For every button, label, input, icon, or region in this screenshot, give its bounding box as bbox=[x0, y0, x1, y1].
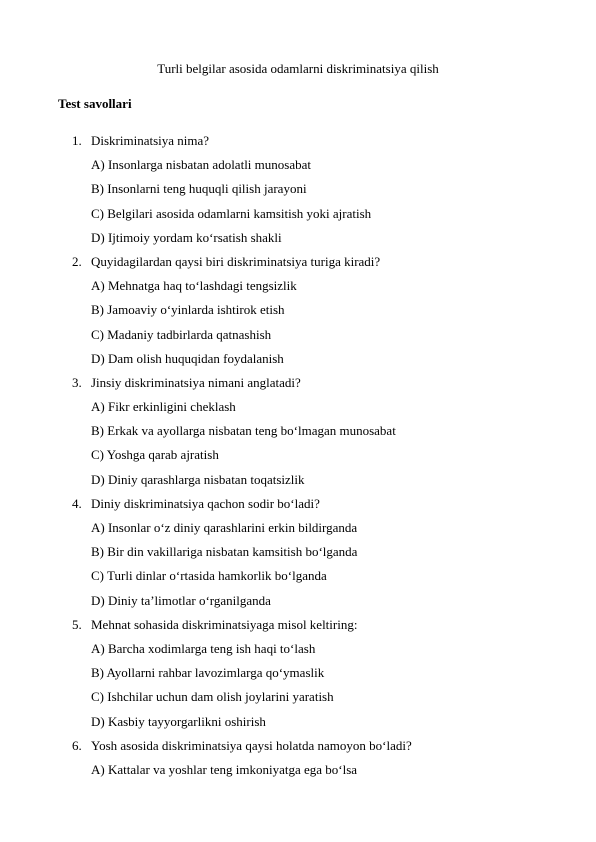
question-text: Quyidagilardan qaysi biri diskriminatsiya turiga kiradi? bbox=[91, 253, 381, 269]
answer-option bbox=[0, 181, 596, 205]
answer-option bbox=[0, 472, 596, 496]
question-number: 5. bbox=[72, 616, 82, 632]
answer-option-text: C) Madaniy tadbirlarda qatnashish bbox=[91, 326, 272, 342]
answer-option bbox=[0, 544, 596, 568]
answer-option bbox=[0, 206, 596, 230]
answer-option bbox=[0, 351, 596, 375]
answer-option bbox=[0, 641, 596, 665]
section-heading: Test savollari bbox=[58, 96, 132, 111]
document-title: Turli belgilar asosida odamlarni diskriminatsiya qilish bbox=[157, 61, 439, 76]
answer-option-text: B) Erkak va ayollarga nisbatan teng bo‘lmagan munosabat bbox=[91, 423, 396, 439]
answer-option-text: D) Diniy qarashlarga nisbatan toqatsizlik bbox=[91, 471, 305, 487]
answer-option-text: C) Turli dinlar o‘rtasida hamkorlik bo‘lganda bbox=[91, 568, 327, 584]
answer-option bbox=[0, 327, 596, 351]
question-number: 1. bbox=[72, 133, 82, 148]
answer-option-text: A) Barcha xodimlarga teng ish haqi to‘lash bbox=[91, 640, 316, 656]
answer-option bbox=[0, 762, 596, 786]
answer-option-text: C) Belgilari asosida odamlarni kamsitish yoki ajratish bbox=[91, 205, 372, 221]
question-item bbox=[0, 254, 596, 278]
answer-option-text: D) Kasbiy tayyorgarlikni oshirish bbox=[91, 713, 266, 729]
question-text: Yosh asosida diskriminatsiya qaysi holatda namoyon bo‘ladi? bbox=[91, 737, 412, 753]
answer-option bbox=[0, 593, 596, 617]
answer-option bbox=[0, 568, 596, 592]
answer-option-text: D) Diniy ta’limotlar o‘rganilganda bbox=[91, 592, 271, 608]
answer-option-text: B) Jamoaviy o‘yinlarda ishtirok etish bbox=[91, 302, 285, 318]
answer-option-text: D) Dam olish huquqidan foydalanish bbox=[91, 350, 284, 366]
question-item bbox=[0, 375, 596, 399]
question-number: 2. bbox=[72, 253, 82, 269]
question-item bbox=[0, 133, 596, 157]
answer-option-text: B) Bir din vakillariga nisbatan kamsitish bo‘lganda bbox=[91, 544, 358, 560]
answer-option-text: A) Insonlarga nisbatan adolatli munosabat bbox=[91, 157, 311, 173]
answer-option-text: C) Yoshga qarab ajratish bbox=[91, 447, 219, 463]
question-item bbox=[0, 496, 596, 520]
answer-option bbox=[0, 302, 596, 326]
question-number: 4. bbox=[72, 495, 82, 511]
answer-option bbox=[0, 278, 596, 302]
answer-option-text: C) Ishchilar uchun dam olish joylarini yaratish bbox=[91, 689, 334, 705]
question-item bbox=[0, 617, 596, 641]
answer-option-text: D) Ijtimoiy yordam ko‘rsatish shakli bbox=[91, 229, 282, 245]
answer-option bbox=[0, 714, 596, 738]
answer-option bbox=[0, 520, 596, 544]
answer-option-text: A) Insonlar o‘z diniy qarashlarini erkin bildirganda bbox=[91, 520, 358, 535]
question-text: Diniy diskriminatsiya qachon sodir bo‘ladi? bbox=[91, 495, 320, 511]
answer-option-text: B) Insonlarni teng huquqli qilish jarayoni bbox=[91, 181, 307, 197]
answer-option bbox=[0, 447, 596, 471]
question-list bbox=[0, 133, 596, 786]
answer-option bbox=[0, 399, 596, 423]
question-item bbox=[0, 738, 596, 762]
question-text: Jinsiy diskriminatsiya nimani anglatadi? bbox=[91, 374, 301, 390]
question-number: 3. bbox=[72, 374, 82, 390]
answer-option bbox=[0, 423, 596, 447]
answer-option-text: A) Fikr erkinligini cheklash bbox=[91, 399, 236, 415]
answer-option bbox=[0, 230, 596, 254]
answer-option-text: A) Kattalar va yoshlar teng imkoniyatga ega bo‘lsa bbox=[91, 761, 358, 777]
answer-option bbox=[0, 665, 596, 689]
question-text: Mehnat sohasida diskriminatsiyaga misol keltiring: bbox=[91, 616, 358, 632]
question-text: Diskriminatsiya nima? bbox=[91, 133, 210, 148]
answer-option bbox=[0, 157, 596, 181]
answer-option bbox=[0, 689, 596, 713]
question-number: 6. bbox=[72, 737, 82, 753]
answer-option-text: A) Mehnatga haq to‘lashdagi tengsizlik bbox=[91, 278, 297, 294]
answer-option-text: B) Ayollarni rahbar lavozimlarga qo‘ymaslik bbox=[91, 665, 325, 681]
